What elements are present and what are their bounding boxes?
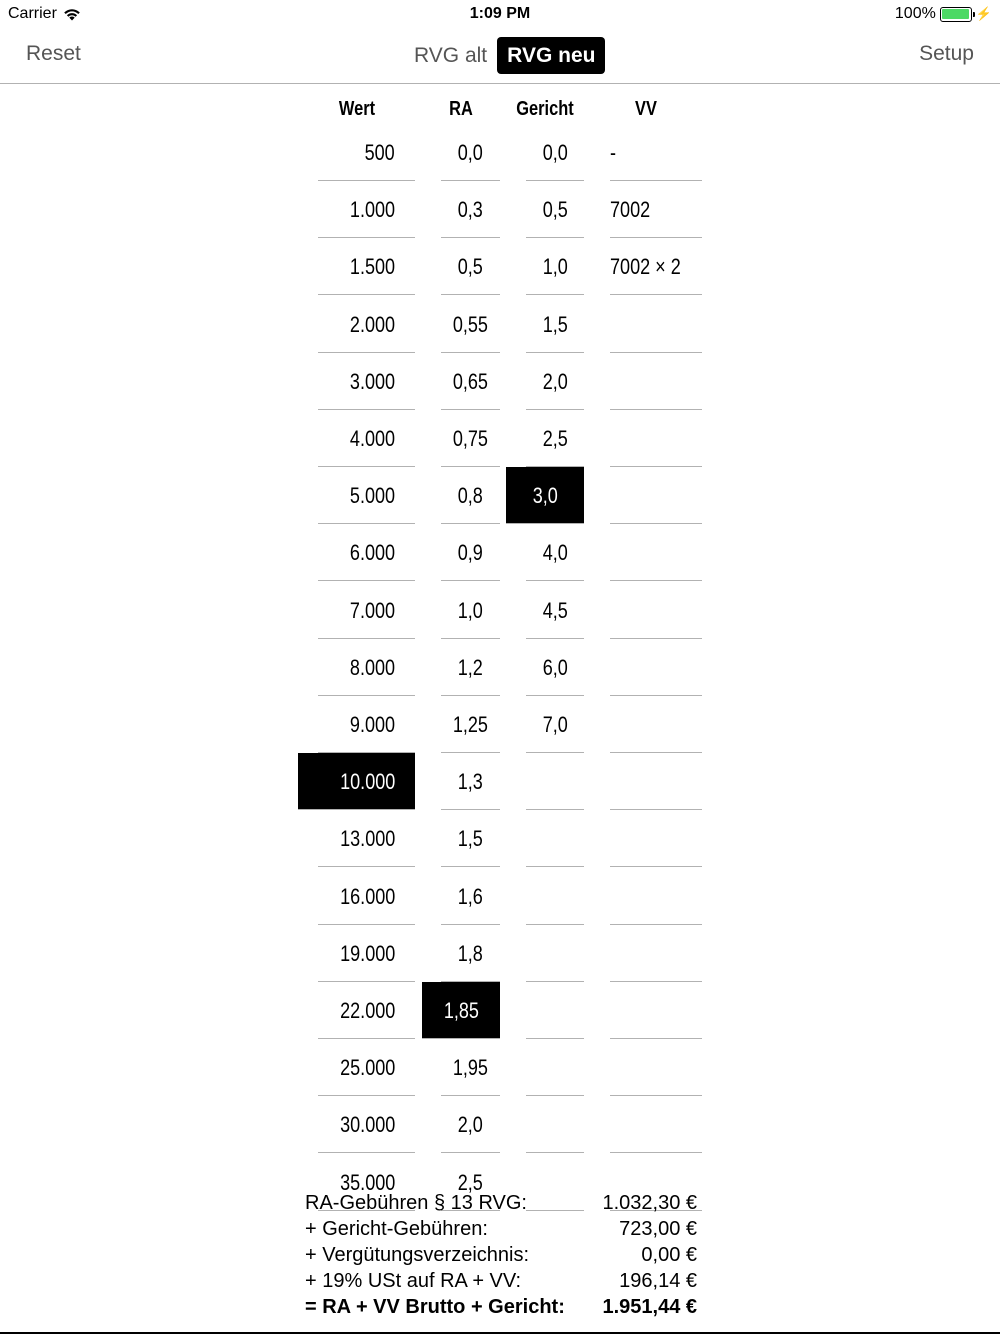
cell-wert-text: 500 (364, 140, 395, 165)
cell-wert-text: 16.000 (339, 883, 395, 909)
cell-wert-text: 30.000 (339, 1112, 395, 1138)
cell-ra-text: 0,55 (452, 311, 489, 337)
summary-value: 723,00 € (619, 1218, 697, 1240)
header-wert: Wert (338, 98, 376, 120)
cell-wert-text: 6.000 (349, 540, 395, 566)
summary-label: RA-Gebühren § 13 RVG: (305, 1192, 527, 1214)
status-time: 1:09 PM (469, 5, 531, 22)
cell-wert[interactable] (318, 524, 415, 581)
cell-ra[interactable] (441, 925, 500, 982)
cell-gericht[interactable] (526, 296, 584, 353)
cell-wert-text: 13.000 (339, 826, 395, 852)
cell-vv[interactable] (610, 810, 702, 867)
cell-ra[interactable] (441, 582, 500, 639)
cell-vv[interactable] (610, 639, 702, 696)
cell-wert-text: 19.000 (339, 940, 395, 966)
cell-ra[interactable] (441, 238, 500, 295)
cell-ra-text: 1,2 (457, 654, 484, 680)
summary-value: 1.032,30 € (602, 1192, 697, 1214)
cell-ra[interactable] (441, 810, 500, 867)
cell-wert-text: 8.000 (349, 654, 395, 680)
cell-wert[interactable] (318, 639, 415, 696)
cell-gericht[interactable] (526, 925, 584, 982)
summary-row (305, 1242, 697, 1268)
cell-wert[interactable] (318, 696, 415, 753)
battery-cap (973, 12, 975, 17)
cell-vv-text: 7002 (610, 197, 651, 223)
summary-row (305, 1216, 697, 1242)
cell-ra-text: 1,95 (452, 1055, 489, 1081)
cell-ra-text: 0,0 (457, 140, 484, 165)
summary-row (305, 1190, 697, 1216)
cell-wert[interactable] (298, 753, 415, 810)
cell-gericht-text: 2,0 (542, 368, 568, 394)
cell-gericht[interactable] (526, 639, 584, 696)
cell-ra[interactable] (441, 296, 500, 353)
summary-row (305, 1294, 697, 1320)
nav-bar (0, 28, 1000, 84)
cell-vv[interactable] (610, 696, 702, 753)
cell-vv[interactable] (610, 582, 702, 639)
battery-fill (942, 9, 969, 19)
segment-rvg-neu[interactable]: RVG neu (497, 37, 605, 74)
cell-gericht-text: 3,0 (532, 483, 558, 509)
cell-ra[interactable] (441, 639, 500, 696)
cell-wert[interactable] (318, 238, 415, 295)
cell-vv[interactable] (610, 353, 702, 410)
header-gericht: Gericht (516, 98, 574, 120)
summary-label: + 19% USt auf RA + VV: (305, 1270, 522, 1292)
cell-ra-text: 1,25 (452, 712, 489, 737)
cell-wert-text: 5.000 (349, 483, 395, 509)
cell-wert[interactable] (318, 410, 415, 467)
cell-ra[interactable] (441, 753, 500, 810)
cell-vv[interactable] (610, 296, 702, 353)
cell-wert[interactable] (318, 467, 415, 524)
cell-gericht-text: 4,0 (542, 540, 568, 566)
cell-ra[interactable] (441, 467, 500, 524)
cell-wert[interactable] (318, 982, 415, 1039)
cell-wert[interactable] (318, 1096, 415, 1153)
cell-wert[interactable] (318, 353, 415, 410)
summary-label: + Gericht-Gebühren: (305, 1218, 488, 1240)
cell-ra-text: 1,85 (443, 998, 479, 1023)
cell-gericht[interactable] (526, 810, 584, 867)
cell-ra[interactable] (441, 1096, 500, 1153)
cell-vv[interactable] (610, 1039, 702, 1096)
cell-gericht-text: 1,0 (542, 254, 568, 280)
cell-gericht[interactable] (526, 982, 584, 1039)
cell-ra[interactable] (441, 696, 500, 753)
status-right (895, 5, 992, 23)
summary-row (305, 1268, 697, 1294)
cell-vv[interactable] (610, 524, 702, 581)
cell-wert[interactable] (318, 124, 415, 181)
cell-gericht[interactable] (526, 1039, 584, 1096)
cell-wert-text: 9.000 (349, 712, 395, 737)
cell-wert[interactable] (318, 296, 415, 353)
charging-bolt-icon: ⚡ (975, 6, 992, 21)
cell-ra-text: 0,9 (457, 540, 484, 566)
cell-gericht[interactable] (526, 582, 584, 639)
cell-ra-text: 1,8 (457, 940, 484, 966)
cell-vv[interactable] (610, 410, 702, 467)
cell-gericht[interactable] (526, 868, 584, 925)
cell-vv[interactable] (610, 124, 702, 181)
cell-ra-text: 0,3 (457, 197, 484, 223)
cell-ra-text: 1,6 (457, 883, 484, 909)
cell-ra-text: 0,65 (452, 368, 489, 394)
cell-gericht[interactable] (526, 124, 584, 181)
cell-wert-text: 1.000 (349, 197, 395, 223)
cell-ra-text: 2,5 (457, 1169, 484, 1195)
cell-gericht-text: 6,0 (542, 654, 568, 680)
cell-wert[interactable] (318, 868, 415, 925)
cell-wert-text: 4.000 (349, 426, 395, 451)
cell-wert[interactable] (318, 810, 415, 867)
fee-table[interactable] (0, 84, 1000, 1195)
summary-value: 0,00 € (641, 1244, 697, 1266)
cell-vv[interactable] (610, 467, 702, 524)
cell-gericht[interactable] (506, 467, 584, 524)
cell-ra-text: 1,0 (457, 597, 484, 623)
cell-gericht[interactable] (526, 410, 584, 467)
cell-ra[interactable] (422, 982, 500, 1039)
segment-rvg-alt[interactable]: RVG alt (414, 44, 488, 67)
cell-gericht[interactable] (526, 353, 584, 410)
cell-gericht-text: 0,5 (542, 197, 568, 223)
cell-wert[interactable] (318, 181, 415, 238)
summary-value: 196,14 € (619, 1270, 697, 1292)
cell-vv-text: 7002 × 2 (610, 254, 681, 280)
cell-gericht[interactable] (526, 181, 584, 238)
header-vv: VV (635, 98, 657, 120)
summary-value: 1.951,44 € (602, 1296, 697, 1318)
rvg-segmented-control (404, 37, 605, 74)
cell-ra-text: 1,3 (457, 769, 484, 795)
cell-ra[interactable] (441, 524, 500, 581)
fee-summary (305, 1190, 697, 1320)
cell-gericht[interactable] (526, 753, 584, 810)
cell-wert-text: 35.000 (339, 1169, 395, 1195)
setup-button[interactable]: Setup (919, 42, 974, 65)
cell-vv[interactable] (610, 753, 702, 810)
cell-gericht-text: 4,5 (542, 597, 568, 623)
cell-wert-text: 10.000 (339, 769, 395, 795)
cell-vv[interactable] (610, 1096, 702, 1153)
cell-wert[interactable] (318, 1039, 415, 1096)
cell-vv[interactable] (610, 982, 702, 1039)
cell-ra-text: 0,75 (452, 426, 489, 451)
cell-ra[interactable] (441, 410, 500, 467)
cell-ra[interactable] (441, 124, 500, 181)
cell-ra[interactable] (441, 868, 500, 925)
header-ra: RA (449, 98, 473, 120)
cell-vv[interactable] (610, 925, 702, 982)
battery-icon (940, 7, 972, 22)
cell-wert[interactable] (318, 925, 415, 982)
carrier-label: Carrier (8, 5, 57, 22)
cell-vv[interactable] (610, 868, 702, 925)
cell-gericht-text: 1,5 (542, 311, 568, 337)
cell-ra-text: 1,5 (457, 826, 484, 852)
cell-wert-text: 22.000 (339, 998, 395, 1023)
battery-percent: 100% (894, 5, 936, 22)
summary-label: = RA + VV Brutto + Gericht: (305, 1296, 565, 1318)
cell-ra[interactable] (441, 1039, 500, 1096)
cell-vv[interactable] (610, 181, 702, 238)
cell-ra[interactable] (441, 353, 500, 410)
cell-gericht-text: 0,0 (542, 140, 568, 165)
cell-wert-text: 25.000 (339, 1055, 395, 1081)
cell-gericht[interactable] (526, 1096, 584, 1153)
cell-gericht[interactable] (526, 238, 584, 295)
cell-gericht-text: 7,0 (542, 712, 568, 737)
cell-ra-text: 2,0 (457, 1112, 484, 1138)
cell-wert[interactable] (318, 582, 415, 639)
cell-gericht[interactable] (526, 524, 584, 581)
cell-wert-text: 3.000 (349, 368, 395, 394)
cell-vv-text: - (610, 140, 617, 165)
cell-wert-text: 1.500 (349, 254, 395, 280)
cell-wert-text: 7.000 (349, 597, 395, 623)
cell-vv[interactable] (610, 238, 702, 295)
cell-ra-text: 0,8 (457, 483, 484, 509)
cell-wert-text: 2.000 (349, 311, 395, 337)
cell-gericht[interactable] (526, 696, 584, 753)
summary-label: + Vergütungsverzeichnis: (305, 1244, 530, 1266)
cell-ra-text: 0,5 (457, 254, 484, 280)
status-bar (0, 0, 1000, 28)
cell-gericht-text: 2,5 (542, 426, 568, 451)
reset-button[interactable]: Reset (26, 42, 81, 65)
cell-ra[interactable] (441, 181, 500, 238)
